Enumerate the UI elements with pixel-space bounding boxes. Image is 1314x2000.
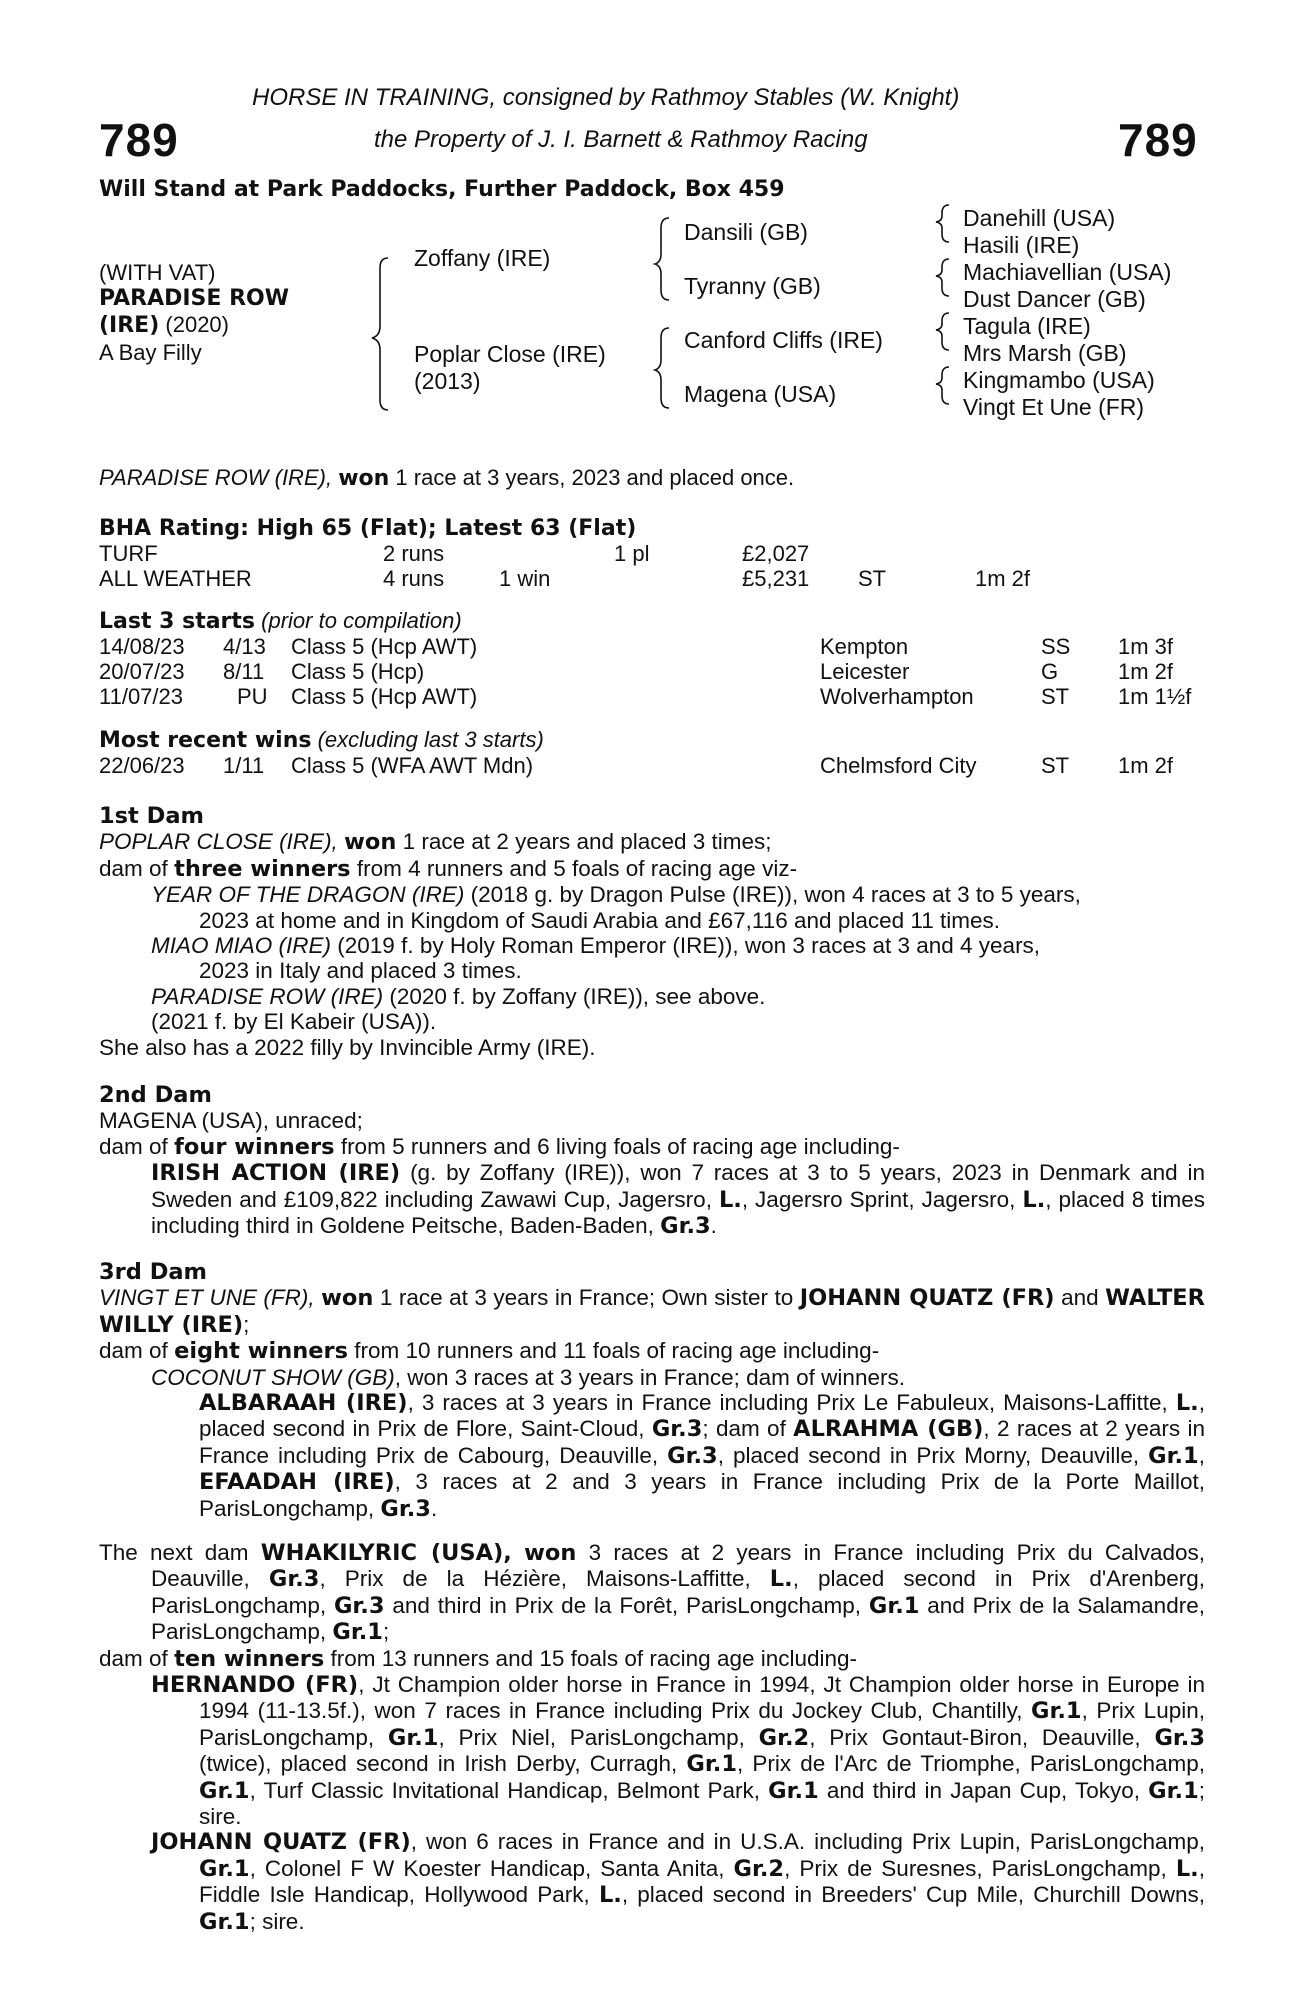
produce-name: EFAADAH (IRE) — [199, 1469, 395, 1496]
last3-title: Last 3 starts — [99, 609, 256, 634]
produce-record: , won 6 races in France and in U.S.A. including Prix Lupin, ParisLongchamp, — [410, 1829, 1205, 1855]
produce-record: , won 3 races at 3 years in France; dam of winners. — [394, 1364, 905, 1390]
property-line: the Property of J. I. Barnett & Rathmoy Racing — [374, 126, 868, 153]
summary-horse-name: PARADISE ROW (IRE), — [99, 465, 333, 490]
listed-tag: L. — [1022, 1186, 1046, 1213]
winners-count: three winners — [174, 855, 351, 882]
produce-record: , placed second in Prix Morny, Deauville, — [717, 1442, 1140, 1468]
pedigree-gen4-6: Mrs Marsh (GB) — [963, 340, 1127, 366]
date: 22/06/23 — [99, 753, 185, 778]
dam-note — [99, 1035, 1205, 1060]
produce-name: PARADISE ROW (IRE) — [151, 983, 384, 1009]
race-summary — [99, 465, 794, 492]
text: dam of — [99, 1133, 168, 1159]
produce-item — [99, 1672, 1205, 1829]
text: dam of — [99, 1645, 168, 1671]
third-dam-section — [99, 1260, 1205, 1522]
text: The next dam — [99, 1540, 249, 1565]
group-tag: Gr.1 — [199, 1908, 250, 1935]
produce-record: (g. by Zoffany (IRE)), won 7 races at 3 to 5 years, 2023 in Denmark and in Sweden and £109,822 including Zawawi Cup, Jagersro, — [151, 1160, 1205, 1212]
going: ST — [1041, 684, 1070, 709]
position: 1/11 — [223, 753, 265, 778]
group-tag: Gr.3 — [268, 1566, 320, 1593]
text: ; — [243, 1311, 250, 1337]
produce-name: ALRAHMA (GB) — [793, 1416, 984, 1443]
produce-record: , Prix Niel, ParisLongchamp, — [438, 1724, 745, 1750]
text: from 10 runners and 11 foals of racing age including- — [354, 1338, 880, 1364]
produce-record: , Jt Champion older horse in France in 1994, Jt Champion older horse in Europe in 1994 (11-13.5f.), won 7 races in France including Prix du Jockey Club, Chantilly, — [199, 1672, 1206, 1724]
text: dam of — [99, 855, 168, 881]
pedigree-gen4-8: Vingt Et Une (FR) — [963, 394, 1145, 420]
produce-record: 2023 in Italy and placed 3 times. — [199, 958, 522, 984]
section-heading: 2nd Dam — [99, 1082, 212, 1108]
group-tag: Gr.3 — [333, 1592, 385, 1619]
summary-won: won — [338, 466, 390, 491]
winners-count: eight winners — [174, 1338, 349, 1365]
produce-name: ALBARAAH (IRE) — [199, 1390, 408, 1417]
text: . — [710, 1213, 717, 1239]
horse-description: A Bay Filly — [99, 340, 202, 365]
dam-name: POPLAR CLOSE (IRE), — [99, 829, 338, 855]
produce-record: , Prix de l'Arc de Triomphe, ParisLongchamp, — [736, 1751, 1205, 1777]
runs: 4 runs — [383, 566, 445, 591]
summary-rest: 1 race at 3 years, 2023 and placed once. — [395, 465, 795, 490]
produce-line — [99, 1134, 1205, 1160]
text: from 5 runners and 6 living foals of racing age including- — [340, 1133, 900, 1159]
produce-record: , placed second in Prix de Flore, Saint-Cloud, — [199, 1390, 1205, 1442]
group-tag: Gr.3 — [1154, 1724, 1205, 1751]
group-tag: Gr.1 — [199, 1777, 250, 1804]
text: 1 race at 3 years in France; Own sister to — [379, 1285, 794, 1311]
recent-subtitle: (excluding last 3 starts) — [317, 727, 544, 752]
produce-item — [99, 1365, 1205, 1390]
listed-tag: L. — [718, 1186, 742, 1213]
produce-item — [99, 933, 1205, 958]
produce-name: MIAO MIAO (IRE) — [151, 933, 331, 959]
produce-name: JOHANN QUATZ (FR) — [151, 1829, 411, 1856]
produce-record: (2019 f. by Holy Roman Emperor (IRE)), won 3 races at 3 and 4 years, — [337, 933, 1041, 959]
placed: 1 pl — [614, 541, 650, 566]
produce-name: COCONUT SHOW (GB) — [151, 1364, 395, 1390]
produce-record: , 3 races at 3 years in France including Prix Le Fabuleux, Maisons-Laffitte, — [407, 1390, 1168, 1416]
horse-origin: (IRE) — [99, 313, 160, 338]
date: 11/07/23 — [99, 684, 184, 709]
listed-tag: L. — [598, 1882, 622, 1909]
race-class: Class 5 (Hcp AWT) — [291, 684, 478, 709]
first-dam-section — [99, 804, 1205, 1060]
group-tag: Gr.1 — [332, 1619, 383, 1646]
lot-number-right: 789 — [1118, 114, 1198, 166]
stand-location: Will Stand at Park Paddocks, Further Paddock, Box 459 — [99, 177, 785, 202]
produce-item — [99, 882, 1205, 907]
produce-name: HERNANDO (FR) — [151, 1672, 359, 1699]
position: PU — [237, 684, 268, 709]
text: , Prix de la Hézière, Maisons-Laffitte, — [319, 1566, 751, 1592]
group-tag: Gr.1 — [1031, 1698, 1082, 1725]
produce-record: , 3 races at 2 and 3 years in France including Prix de la Porte Maillot, ParisLongchamp, — [199, 1469, 1205, 1521]
dam-name: WHAKILYRIC (USA), — [260, 1540, 512, 1566]
text: ; — [382, 1619, 390, 1645]
section-heading: 3rd Dam — [99, 1259, 207, 1285]
distance: 1m 1½f — [1118, 684, 1192, 709]
text: dam of — [99, 1338, 168, 1364]
dam-record: 1 race at 2 years and placed 3 times; — [402, 829, 772, 855]
pedigree-dams-sire: Canford Cliffs (IRE) — [684, 327, 883, 353]
horse-year: (2020) — [165, 312, 229, 337]
produce-record: , Fiddle Isle Handicap, Hollywood Park, — [199, 1855, 1205, 1908]
text: from 13 runners and 15 foals of racing age including- — [330, 1645, 858, 1671]
produce-record: , Jagersro Sprint, Jagersro, — [741, 1186, 1016, 1212]
pedigree-dam-year: (2013) — [414, 368, 481, 394]
group-tag: Gr.3 — [380, 1495, 431, 1522]
produce-record: (2018 g. by Dragon Pulse (IRE)), won 4 races at 3 to 5 years, — [470, 882, 1081, 908]
pedigree-sires-dam: Tyranny (GB) — [684, 273, 821, 299]
pedigree-gen4-3: Machiavellian (USA) — [963, 259, 1172, 285]
text: and third in Prix de la Forêt, ParisLongchamp, — [392, 1592, 862, 1618]
group-tag: Gr.1 — [768, 1777, 819, 1804]
pedigree-dam: Poplar Close (IRE) — [414, 341, 606, 367]
pedigree-gen4-5: Tagula (IRE) — [963, 313, 1091, 339]
produce-record: , Prix Lupin, ParisLongchamp, — [199, 1698, 1205, 1750]
produce-line — [99, 856, 1205, 882]
date: 14/08/23 — [99, 634, 185, 659]
winners-count: ten winners — [174, 1645, 325, 1672]
distance: 1m 2f — [975, 566, 1031, 591]
won-label: won — [321, 1285, 374, 1312]
produce-name: IRISH ACTION (IRE) — [151, 1160, 401, 1187]
group-tag: Gr.3 — [667, 1442, 718, 1469]
course: Leicester — [820, 659, 910, 684]
surface: ALL WEATHER — [99, 566, 252, 591]
dam-name: VINGT ET UNE (FR), — [99, 1285, 315, 1311]
group-tag: Gr.2 — [758, 1724, 810, 1751]
last3-heading — [99, 608, 462, 635]
surface: TURF — [99, 541, 158, 566]
group-tag: Gr.1 — [686, 1751, 737, 1778]
produce-item — [99, 1829, 1205, 1935]
distance: 1m 2f — [1118, 659, 1174, 684]
group-tag: Gr.1 — [868, 1592, 920, 1619]
note: She also has a 2022 filly by Invincible Army (IRE). — [99, 1034, 596, 1060]
produce-record: (2020 f. by Zoffany (IRE)), see above. — [389, 983, 766, 1009]
produce-item-cont — [99, 958, 1205, 983]
going: ST — [1041, 753, 1070, 778]
course: Kempton — [820, 634, 909, 659]
produce-item — [99, 1009, 1205, 1034]
group-tag: Gr.2 — [733, 1855, 785, 1882]
next-dam-section — [99, 1540, 1205, 1935]
pedigree-dams-dam: Magena (USA) — [684, 381, 837, 407]
sibling-name: WALTER WILLY (IRE) — [99, 1285, 1205, 1338]
distance: 1m 2f — [1118, 753, 1174, 778]
race-class: Class 5 (WFA AWT Mdn) — [291, 753, 534, 778]
produce-record: 2023 at home and in Kingdom of Saudi Arabia and £67,116 and placed 11 times. — [199, 907, 1000, 933]
going: SS — [1041, 634, 1071, 659]
group-tag: Gr.3 — [660, 1213, 711, 1240]
pedigree-gen4-1: Danehill (USA) — [963, 205, 1116, 231]
produce-record: and third in Japan Cup, Tokyo, — [826, 1777, 1140, 1803]
produce-item — [99, 984, 1205, 1009]
second-dam-section — [99, 1083, 1205, 1239]
section-heading: 1st Dam — [99, 803, 204, 829]
text: ; sire. — [249, 1908, 305, 1934]
going: G — [1041, 659, 1059, 684]
produce-record: (twice), placed second in Irish Derby, Curragh, — [199, 1751, 678, 1777]
produce-name: YEAR OF THE DRAGON (IRE) — [151, 882, 465, 908]
winners-count: four winners — [174, 1133, 335, 1160]
text: ; dam of — [702, 1416, 786, 1442]
group-tag: Gr.1 — [1148, 1777, 1199, 1804]
recent-title: Most recent wins — [99, 728, 312, 753]
group-tag: Gr.1 — [387, 1724, 439, 1751]
pedigree-gen4-7: Kingmambo (USA) — [963, 367, 1155, 393]
won-label: won — [344, 829, 397, 856]
lot-number-left: 789 — [99, 114, 179, 166]
horse-name: PARADISE ROW — [99, 286, 289, 311]
produce-record: , Turf Classic Invitational Handicap, Belmont Park, — [249, 1777, 760, 1803]
course: Chelmsford City — [820, 753, 977, 778]
grand-produce-item — [99, 1390, 1205, 1522]
pedigree-gen4-2: Hasili (IRE) — [963, 232, 1080, 258]
pedigree-sires-sire: Dansili (GB) — [684, 219, 808, 245]
group-tag: Gr.1 — [199, 1855, 250, 1882]
text: and — [1061, 1285, 1099, 1311]
produce-record: , Prix Gontaut-Biron, Deauville, — [809, 1724, 1141, 1750]
produce-item — [99, 1160, 1205, 1239]
race-class: Class 5 (Hcp) — [291, 659, 425, 684]
prize-money: £2,027 — [742, 541, 810, 566]
sibling-name: JOHANN QUATZ (FR) — [799, 1285, 1055, 1312]
dam-line — [99, 1285, 1205, 1338]
runs: 2 runs — [383, 541, 445, 566]
position: 4/13 — [223, 634, 266, 659]
date: 20/07/23 — [99, 659, 185, 684]
text: 3 races at 2 years in France including Prix du Calvados, Deauville, — [151, 1540, 1205, 1592]
text: ; sire. — [199, 1777, 1205, 1830]
produce-record: (2021 f. by El Kabeir (USA)). — [151, 1009, 437, 1035]
group-tag: Gr.1 — [1148, 1442, 1199, 1469]
consignor-line: HORSE IN TRAINING, consigned by Rathmoy Stables (W. Knight) — [252, 84, 960, 111]
text: from 4 runners and 5 foals of racing age viz- — [356, 855, 798, 881]
produce-record: , placed 8 times including third in Goldene Peitsche, Baden-Baden, — [151, 1186, 1205, 1239]
produce-line — [99, 1338, 1205, 1364]
position: 8/11 — [223, 659, 265, 684]
produce-record: , Prix de Suresnes, ParisLongchamp, — [784, 1855, 1167, 1881]
listed-tag: L. — [1175, 1855, 1199, 1882]
dam-line: MAGENA (USA), unraced; — [99, 1108, 363, 1134]
produce-record: , Colonel F W Koester Handicap, Santa Anita, — [249, 1855, 725, 1881]
produce-record: , 2 races at 2 years in France including Prix de Cabourg, Deauville, — [199, 1416, 1205, 1468]
distance: 1m 3f — [1118, 634, 1174, 659]
last3-subtitle: (prior to compilation) — [261, 608, 462, 633]
pedigree-sire: Zoffany (IRE) — [414, 245, 551, 271]
produce-record: , placed second in Breeders' Cup Mile, Churchill Downs, — [621, 1882, 1205, 1908]
dam-line — [99, 829, 1205, 855]
going: ST — [858, 566, 887, 591]
produce-line — [99, 1646, 1205, 1672]
course: Wolverhampton — [820, 684, 974, 709]
text: , placed second in Prix d'Arenberg, ParisLongchamp, — [151, 1566, 1205, 1618]
vat-label: (WITH VAT) — [99, 260, 216, 285]
pedigree-gen4-4: Dust Dancer (GB) — [963, 286, 1146, 312]
text: and Prix de la Salamandre, ParisLongchamp, — [151, 1592, 1205, 1645]
text: . — [430, 1495, 438, 1521]
wins: 1 win — [499, 566, 551, 591]
listed-tag: L. — [1175, 1390, 1199, 1417]
recent-wins-heading — [99, 727, 544, 754]
bha-rating-title: BHA Rating: High 65 (Flat); Latest 63 (Flat) — [99, 516, 637, 541]
prize-money: £5,231 — [742, 566, 810, 591]
won-label: won — [524, 1540, 577, 1566]
race-class: Class 5 (Hcp AWT) — [291, 634, 478, 659]
group-tag: Gr.3 — [651, 1416, 703, 1443]
dam-line — [99, 1540, 1205, 1646]
listed-tag: L. — [769, 1566, 793, 1593]
produce-item-cont — [99, 908, 1205, 933]
text: , — [1198, 1442, 1205, 1468]
